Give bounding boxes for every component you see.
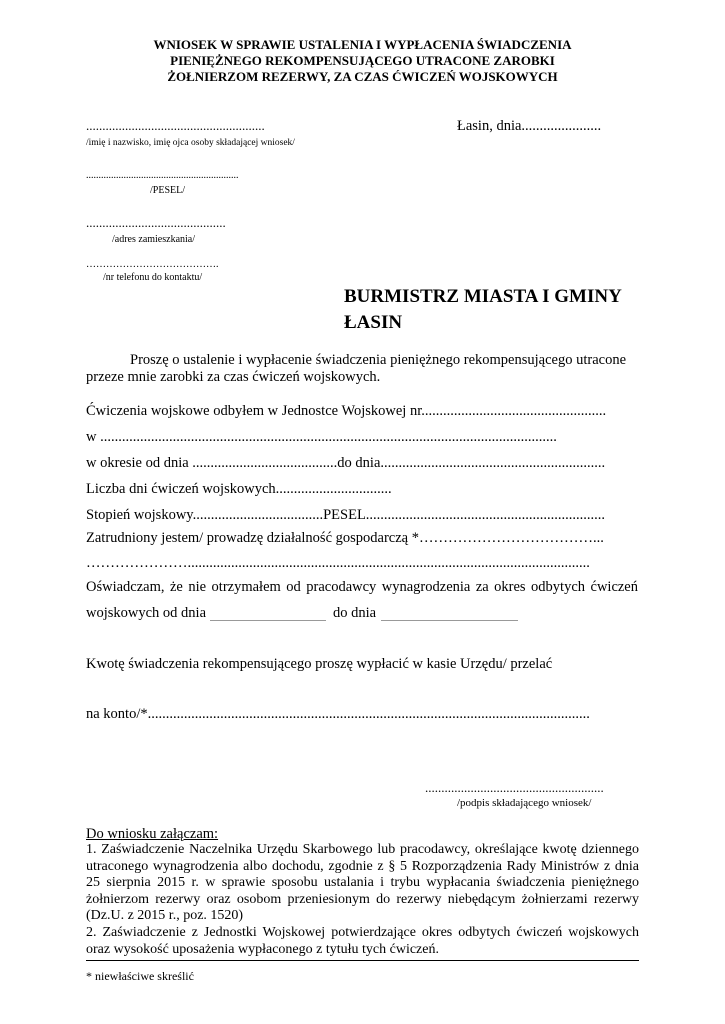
rank-pesel-field[interactable]: Stopień wojskowy....................................PESEL.................................................................. — [86, 507, 606, 523]
recipient-line-2: ŁASIN — [344, 312, 403, 333]
footnote: * niewłaściwe skreślić — [86, 969, 194, 983]
declaration-to-label: do dnia — [333, 605, 377, 621]
recipient-line-1: BURMISTRZ MIASTA I GMINY — [344, 286, 622, 307]
request-line-1: Proszę o ustalenie i wypłacenie świadczenia pieniężnego rekompensującego utracone — [130, 352, 627, 368]
name-field-label: /imię i nazwisko, imię ojca osoby składającej wniosek/ — [86, 138, 295, 148]
pesel-field-label: /PESEL/ — [150, 185, 186, 196]
place-date-field[interactable]: Łasin, dnia...................... — [457, 118, 602, 134]
military-unit-field[interactable]: Ćwiczenia wojskowe odbyłem w Jednostce Wojskowej nr................................................... — [86, 403, 607, 419]
pesel-field-dots[interactable]: ............................................................. — [86, 170, 239, 181]
employment-field[interactable]: Zatrudniony jestem/ prowadzę działalność gospodarczą *………………………………... — [86, 530, 604, 546]
title-line-2: PIENIĘŻNEGO REKOMPENSUJĄCEGO UTRACONE ZAROBKI — [170, 53, 555, 68]
attachments-heading: Do wniosku załączam: — [86, 826, 219, 842]
period-field[interactable]: w okresie od dnia ........................................do dnia.............................................................. — [86, 455, 606, 471]
name-field-dots[interactable]: ....................................................... — [86, 118, 265, 133]
footnote-divider — [86, 960, 639, 961]
signature-dots[interactable]: ....................................................... — [425, 780, 604, 795]
attachment-item-2: 2. Zaświadczenie z Jednostki Wojskowej potwierdzające okres odbytych ćwiczeń wojskowych oraz wysokość uposażenia wypłaconego z tytułu tych ćwiczeń. — [86, 925, 639, 957]
signature-label: /podpis składającego wniosek/ — [457, 797, 592, 809]
employment-field-continued[interactable]: …………………............................................................................................................... — [86, 555, 590, 571]
phone-field-label: /nr telefonu do kontaktu/ — [103, 272, 203, 283]
title-line-3: ŻOŁNIERZOM REZERWY, ZA CZAS ĆWICZEŃ WOJSKOWYCH — [167, 69, 558, 84]
days-field[interactable]: Liczba dni ćwiczeń wojskowych................................ — [86, 481, 392, 497]
w-field[interactable]: w .............................................................................................................................. — [86, 429, 557, 445]
phone-field-dots[interactable]: …………………………………. — [86, 259, 219, 270]
declaration-line-1: Oświadczam, że nie otrzymałem od pracodawcy wynagrodzenia za okres odbytych ćwiczeń — [86, 579, 638, 595]
title-line-1: WNIOSEK W SPRAWIE USTALENIA I WYPŁACENIA ŚWIADCZENIA — [153, 37, 572, 52]
declaration-to-blank[interactable] — [381, 606, 518, 621]
payment-method-text: Kwotę świadczenia rekompensującego proszę wypłacić w kasie Urzędu/ przelać — [86, 656, 553, 672]
attachment-item-1: 1. Zaświadczenie Naczelnika Urzędu Skarbowego lub pracodawcy, określające kwotę dziennego utraconego wynagrodzenia albo dochodu, zgodnie z § 5 Rozporządzenia Rady Ministrów z dnia 25 sierpnia 2015 r. w sprawie sposobu ustalania i trybu wypłacania świadczenia pieniężnego żołnierzom rezerwy oraz osobom przeniesionym do rezerwy niebędącym żołnierzami rezerwy (Dz.U. z 2015 r., poz. 1520) — [86, 842, 639, 923]
account-field[interactable]: na konto/*.......................................................................................................................... — [86, 706, 590, 722]
address-field-dots[interactable]: ........................................... — [86, 215, 226, 230]
request-line-2: przeze mnie zarobki za czas ćwiczeń wojskowych. — [86, 369, 381, 385]
address-field-label: /adres zamieszkania/ — [112, 234, 196, 245]
declaration-from-label: wojskowych od dnia — [86, 605, 207, 621]
declaration-from-blank[interactable] — [210, 606, 326, 621]
